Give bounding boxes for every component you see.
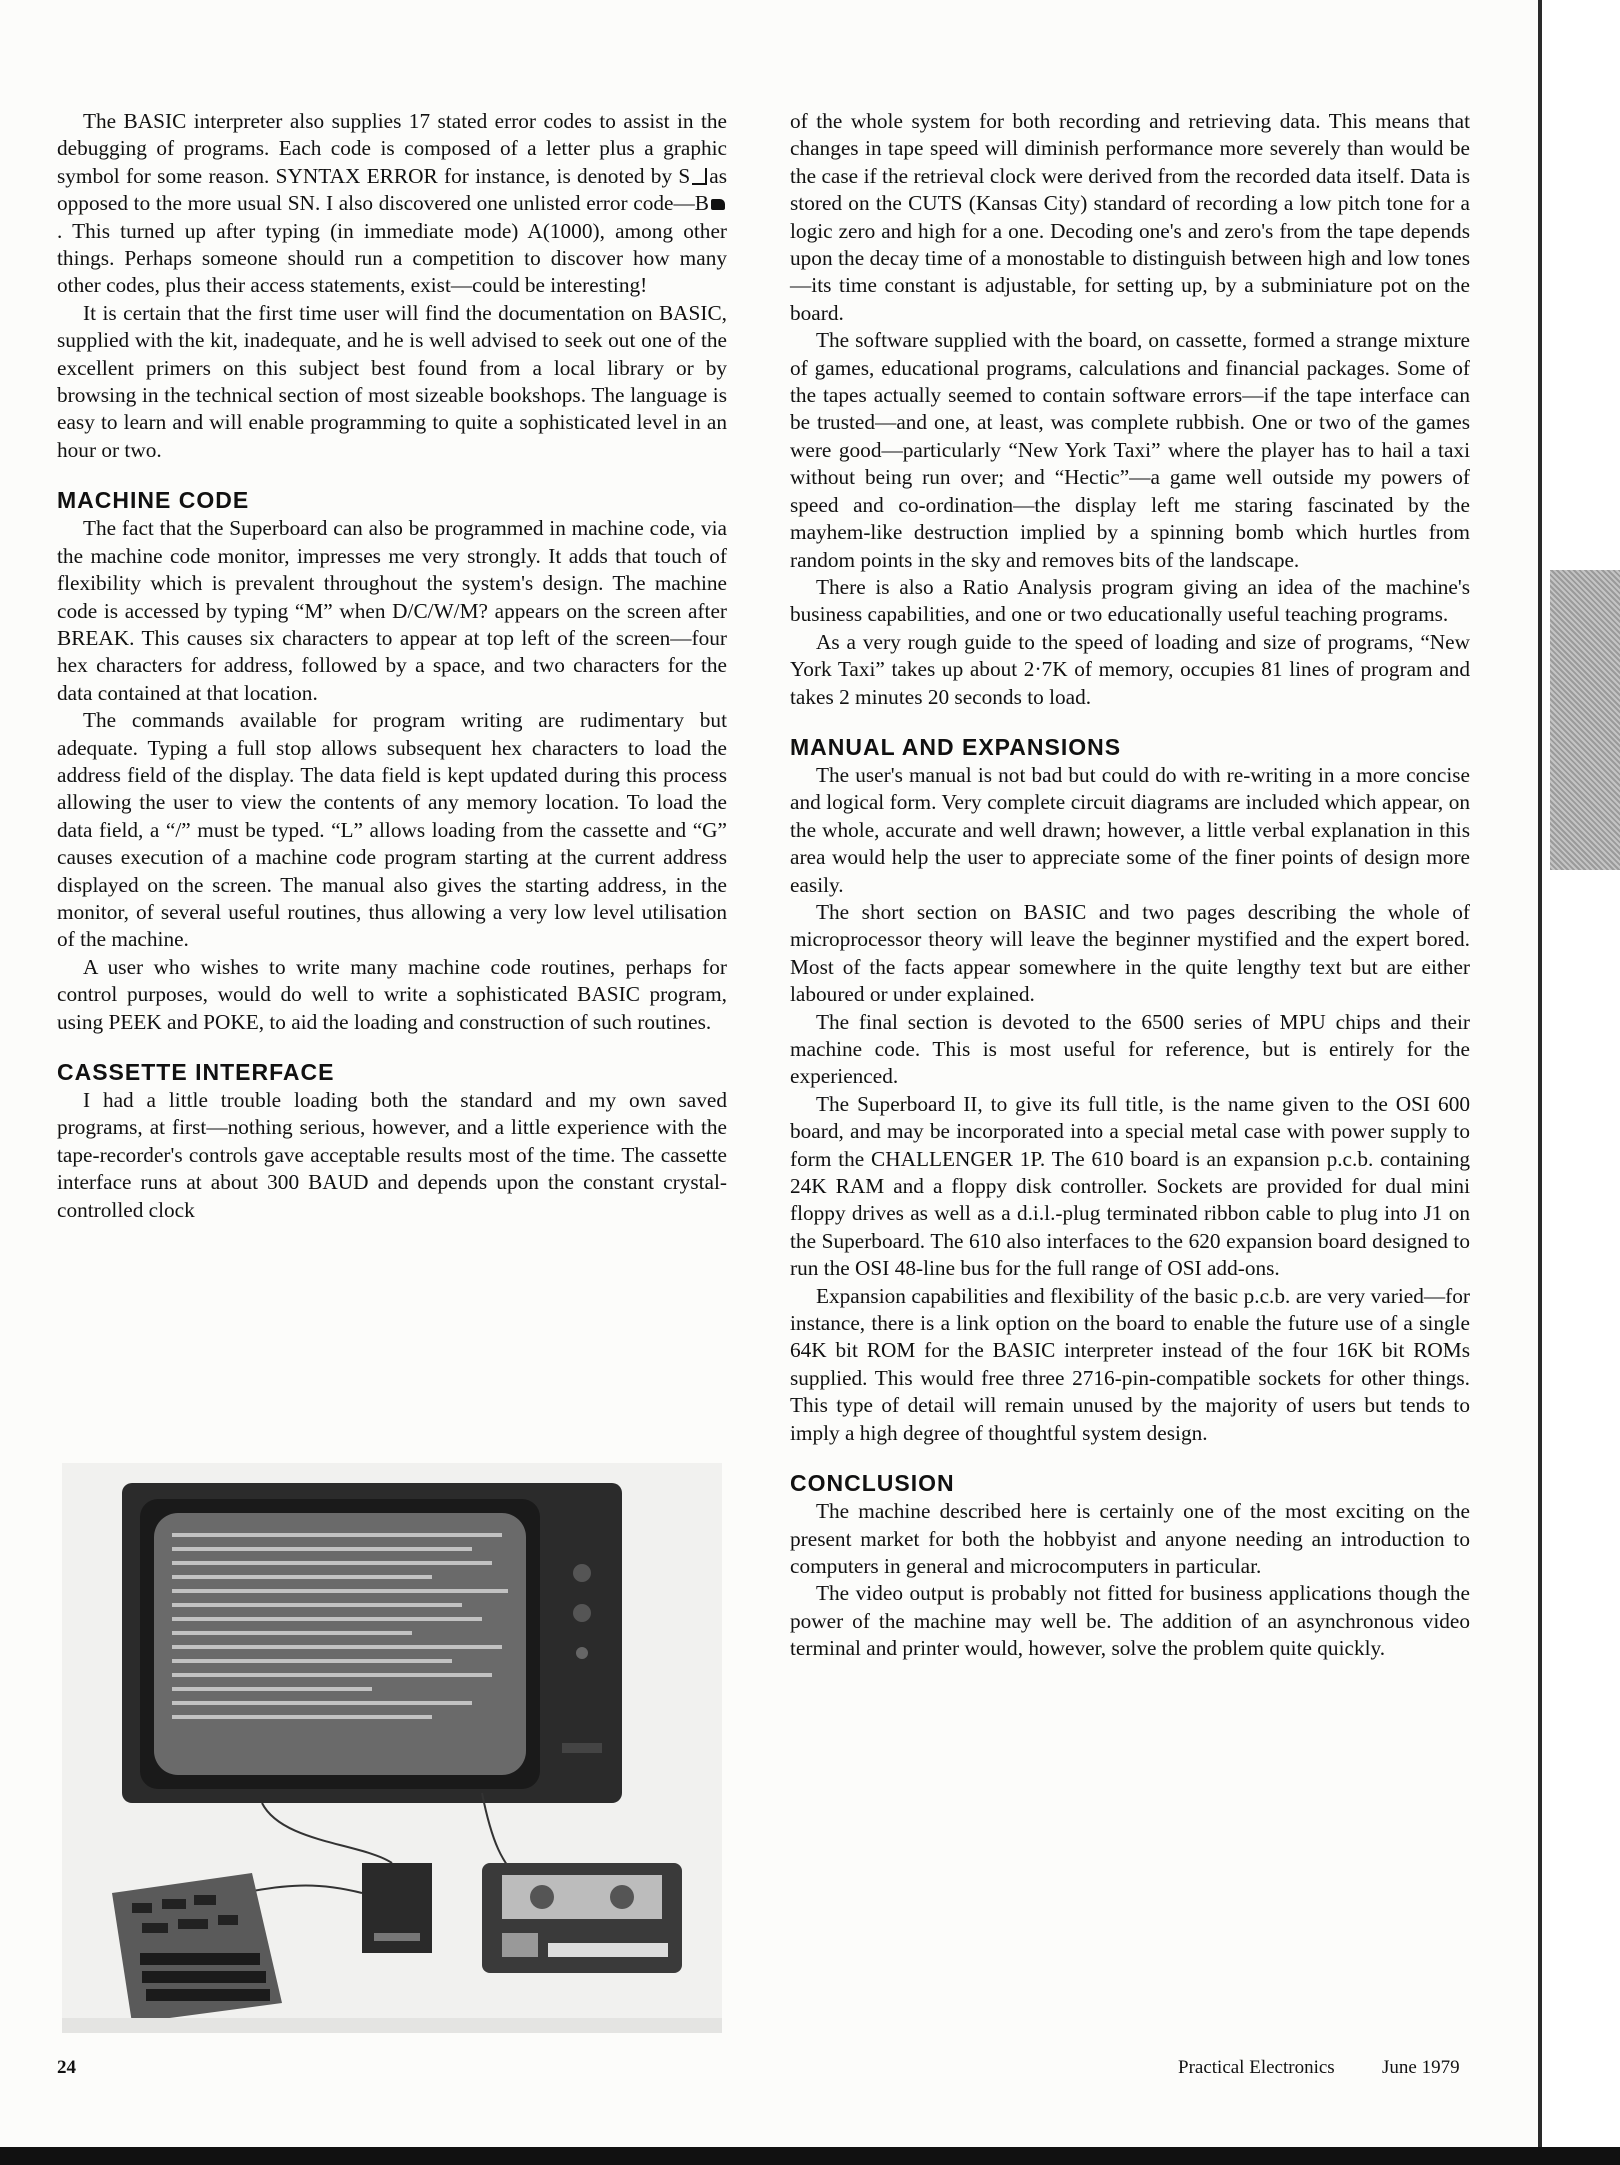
page-edge — [1542, 0, 1620, 2165]
paragraph: The user's manual is not bad but could do with re-writing in a more concise and logical form. Very complete circuit diagrams are included which appear, on the whole, accurate and well drawn; however, a little verbal explanation in this area would help the user to appreciate some of the finer points of design more easily. — [790, 762, 1470, 897]
paragraph: The video output is probably not fitted for business applications though the power of the machine may well be. The addition of an asynchronous video terminal and printer would, however, solve the problem quite quickly. — [790, 1581, 1470, 1661]
paragraph: of the whole system for both recording and retrieving data. This means that changes in tape speed will diminish performance more severely than would be the case if the retrieval clock were derived from the recorded data itself. Data is stored on the CUTS (Kansas City) standard of recording a low pitch tone for a logic zero and high for a one. Decoding one's and zero's from the tape depends upon the decay time of a monostable to distinguish between high and low tones—its time constant is adjustable, for setting up, by a subminiature pot on the board. — [790, 109, 1470, 325]
paragraph: The Superboard II, to give its full title, is the name given to the OSI 600 board, and may be incorporated into a special metal case with power supply to form the CHALLENGER 1P. The 610 board is an expansion p.c.b. containing 24K RAM and a floppy disk controller. Sockets are provided for dual mini floppy drives as well as a d.i.l.-plug terminated ribbon cable to plug into J1 on the Superboard. The 610 also interfaces to the 620 expansion board designed to run the OSI 48-line bus for the full range of OSI add-ons. — [790, 1091, 1470, 1281]
issue-date: June 1979 — [1382, 2057, 1460, 2078]
error-block-icon — [711, 199, 725, 210]
paragraph: I had a little trouble loading both the standard and my own saved programs, at first—nothing serious, however, and a little experience with the tape-recorder's controls gave acceptable results most of the time. The cassette interface runs at about 300 BAUD and depends upon the constant crystal-controlled clock — [57, 1088, 727, 1222]
paragraph: A user who wishes to write many machine code routines, perhaps for control purposes, would do well to write a sophisticated BASIC program, using PEEK and POKE, to aid the loading and construction of such routines. — [57, 954, 727, 1034]
scan-bottom-edge — [0, 2147, 1620, 2165]
paragraph: There is also a Ratio Analysis program giving an idea of the machine's business capabilities, and one or two educationally useful teaching programs. — [790, 574, 1470, 627]
paragraph: The commands available for program writing are rudimentary but adequate. Typing a full stop allows subsequent hex characters to load the address field of the display. The data field is kept updated during this process allowing the user to view the contents of any memory location. To load the data field, a “/” must be typed. “L” allows loading from the cassette and “G” causes execution of a machine code program starting at the current address displayed on the screen. The manual also gives the starting address, in the monitor, of several useful routines, thus allowing a very low level utilisation of the machine. — [57, 708, 727, 952]
section-heading-cassette-interface: CASSETTE INTERFACE — [57, 1059, 335, 1085]
paragraph: It is certain that the first time user will find the documentation on BASIC, supplied with the kit, inadequate, and he is well advised to seek out one of the excellent primers on this subject best found from a local library or by browsing in the technical section of most sizeable bookshops. The language is easy to learn and will enable programming to quite a sophisticated level in an hour or two. — [57, 300, 727, 462]
section-heading-machine-code: MACHINE CODE — [57, 487, 250, 514]
section-heading-conclusion: CONCLUSION — [790, 1470, 955, 1497]
page-edge-tab — [1550, 570, 1620, 870]
system-photo — [62, 1463, 722, 2033]
publication-name: Practical Electronics — [1178, 2057, 1335, 2078]
page-number: 24 — [57, 2057, 76, 2078]
computer-setup-illustration — [62, 1463, 722, 2033]
paragraph: The short section on BASIC and two pages describing the whole of microprocessor theory will leave the beginner mystified and the expert bored. Most of the facts appear somewhere in the quite lengthy text but are either laboured or under explained. — [790, 899, 1470, 1007]
paragraph: The machine described here is certainly one of the most exciting on the present market for both the hobbyist and anyone needing an introduction to computers in general and microcomputers in particular. — [790, 1499, 1470, 1578]
keyboard-keys — [140, 1953, 270, 2001]
paragraph: The final section is devoted to the 6500 series of MPU chips and their machine code. This is most useful for reference, but is entirely for the experienced. — [790, 1009, 1470, 1089]
page-edge-line — [1538, 0, 1542, 2165]
paragraph: The BASIC interpreter also supplies 17 stated error codes to assist in the debugging of programs. Each code is composed of a letter plus a graphic symbol for some reason. SYNTAX ERROR for instance, is denoted by S as opposed to the more usual SN. I also discovered one unlisted error code—B. This turned up after typing (in immediate mode) A(1000), among other things. Perhaps someone should run a competition to discover how many other codes, plus their access statements, exist—could be interesting! — [57, 109, 727, 298]
left-column — [57, 108, 727, 1224]
monitor-screen — [154, 1513, 526, 1775]
paragraph: The software supplied with the board, on cassette, formed a strange mixture of games, educational programs, calculations and financial packages. Some of the tapes actually seemed to contain software errors—if the tape interface can be trusted—and one, at least, was complete rubbish. One or two of the games were good—particularly “New York Taxi” where the player has to hail a taxi without being run over; and “Hectic”—a game well outside my powers of speed and co-ordination—the display left me staring fascinated by the mayhem-like destruction implied by a spinning bomb which hurtles from random points in the sky and removes bits of the landscape. — [790, 328, 1470, 572]
right-column — [790, 108, 1470, 1663]
paragraph: Expansion capabilities and flexibility of the basic p.c.b. are very varied—for instance, there is a link option on the board to enable the future use of a single 64K bit ROM for the BASIC interpreter instead of the four 16K bit ROMs supplied. This would free three 2716-pin-compatible sockets for other things. This type of detail will remain unused by the majority of users but tends to imply a high degree of thoughtful system design. — [790, 1283, 1470, 1445]
section-heading-manual-and-expansions: MANUAL AND EXPANSIONS — [790, 733, 1122, 760]
paragraph: As a very rough guide to the speed of loading and size of programs, “New York Taxi” takes up about 2·7K of memory, occupies 81 lines of program and takes 2 minutes 20 seconds to load. — [790, 629, 1470, 709]
error-symbol-icon — [692, 168, 707, 185]
paragraph: The fact that the Superboard can also be programmed in machine code, via the machine code monitor, impresses me very strongly. It adds that touch of flexibility which is prevalent throughout the system's design. The machine code is accessed by typing “M” when D/C/W/M? appears on the screen after BREAK. This causes six characters to appear at top left of the screen—four hex characters for address, followed by a space, and two characters for the data contained at that location. — [57, 516, 727, 705]
